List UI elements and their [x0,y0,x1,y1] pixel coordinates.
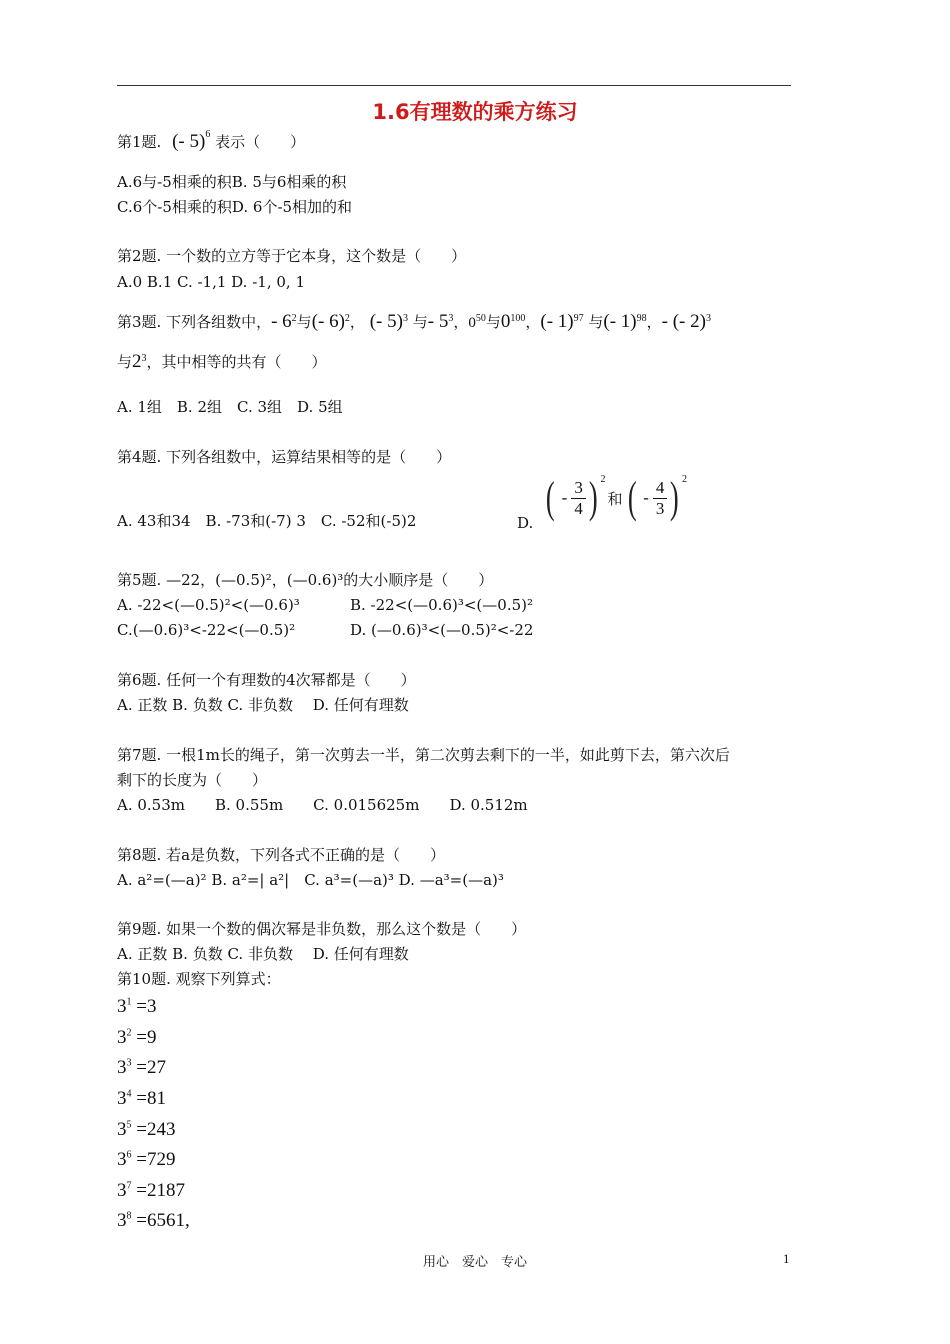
q3-with: 与 [296,313,312,331]
q3-e1-exp: 3 [705,313,711,324]
q8-options: A. a²=(—a)² B. a²=| a²| C. a³=(—a)³ D. —a³=(—a)³ [117,871,504,889]
q1-options-2: C.6个-5相乘的积D. 6个-5相加的和 [117,198,353,216]
denominator: 4 [574,498,583,518]
fraction-2 [653,478,668,519]
q3-d1: (- 1) [540,311,574,332]
power-base: 3 [117,1180,127,1201]
q3-e2: 2 [132,351,142,372]
q4-option-d-label: D. [517,514,534,532]
q3-e1: - (- 2) [661,311,706,332]
q1-text: 表示（ ） [215,133,306,151]
paren-right: ) [670,473,680,522]
q5-option-d: D. (—0.6)³<(—0.5)²<-22 [350,621,534,639]
power-base: 3 [117,1119,127,1140]
q5-option-a: A. -22<(—0.5)²<(—0.6)³ [117,596,300,614]
q7-line-2: 剩下的长度为（ ） [117,771,268,789]
question-6: 第6题. 任何一个有理数的4次幂都是（ ） [117,671,416,689]
q3-b2-exp: 3 [448,313,454,324]
question-4: 第4题. 下列各组数中，运算结果相等的是（ ） [117,448,452,466]
power-line [117,1026,156,1050]
q4-option-d-expr [543,473,687,522]
power-line [117,1056,166,1080]
numerator: 4 [653,478,668,499]
exponent: 2 [681,474,687,485]
q7-options: A. 0.53m B. 0.55m C. 0.015625m D. 0.512m [117,796,528,814]
q1-base: (- 5) [172,131,206,152]
power-exp: 2 [126,1027,132,1039]
minus-sign: - [643,488,649,507]
q3-c2-exp: 100 [510,313,526,324]
power-exp: 6 [126,1149,132,1161]
numerator: 3 [571,478,586,499]
question-7: 第7题. 一根1m长的绳子，第一次剪去一半，第二次剪去剩下的一半，如此剪下去，第六次后 [117,746,730,764]
q6-options: A. 正数 B. 负数 C. 非负数 D. 任何有理数 [117,696,409,714]
q3-c1-exp: 50 [475,313,486,324]
q3-c1: 0 [468,315,476,331]
q3-with: 与 [588,313,604,331]
q3-sep: ， [525,313,541,331]
q3-b1: (- 5) [369,311,403,332]
power-base: 3 [117,1149,127,1170]
q5-option-b: B. -22<(—0.6)³<(—0.5)² [350,596,533,614]
question-9: 第9题. 如果一个数的偶次幂是非负数，那么这个数是（ ） [117,920,527,938]
q1-exp: 6 [205,129,211,140]
question-10: 第10题. 观察下列算式： [117,970,281,988]
q3-d2-exp: 98 [636,313,647,324]
fraction-1 [571,478,586,519]
q3-sep: ， [349,313,365,331]
q3-with: 与 [117,353,133,371]
question-1 [117,129,306,152]
power-result: =9 [136,1027,157,1048]
q3-c2: 0 [500,311,511,332]
power-exp: 1 [126,996,132,1008]
q3-sep: ， [453,313,469,331]
and-word: 和 [607,489,623,508]
q3-d2: (- 1) [603,311,637,332]
question-3 [117,307,711,338]
power-result: =27 [136,1057,166,1078]
power-base: 3 [117,996,127,1017]
q3-b1-exp: 3 [402,313,408,324]
power-result: =81 [136,1088,166,1109]
power-exp: 8 [126,1210,132,1222]
q3-tail: ，其中相等的共有（ ） [146,353,327,371]
paren-right: ) [588,473,598,522]
page-number: 1 [783,1251,790,1266]
q3-with: 与 [485,313,501,331]
power-base: 3 [117,1027,127,1048]
q3-d1-exp: 97 [573,313,584,324]
power-base: 3 [117,1057,127,1078]
question-2: 第2题. 一个数的立方等于它本身，这个数是（ ） [117,247,467,265]
q1-options-1: A.6与-5相乘的积B. 5与6相乘的积 [117,173,347,191]
power-result: =2187 [136,1180,185,1201]
power-line [117,1148,175,1172]
q5-option-c: C.(—0.6)³<-22<(—0.5)² [117,621,296,639]
paren-left: ( [627,473,637,522]
denominator: 3 [655,498,665,518]
power-line [117,1179,185,1203]
q3-options: A. 1组 B. 2组 C. 3组 D. 5组 [117,398,343,416]
power-exp: 7 [126,1180,132,1192]
page-footer: 用心 爱心 专心 [422,1255,527,1270]
power-result: =3 [136,996,157,1017]
q3-sep: ， [646,313,662,331]
q3-a2: (- 6) [311,311,345,332]
power-line [117,995,156,1019]
power-result: =243 [136,1119,176,1140]
header-rule [117,85,791,86]
q3-a2-exp: 2 [344,313,350,324]
minus-sign: - [561,488,568,507]
power-exp: 4 [126,1088,132,1100]
q3-a1: - 6 [271,311,292,332]
q3-line-2 [117,352,327,372]
paren-left: ( [545,473,555,522]
power-line [117,1118,175,1142]
q3-with: 与 [412,313,428,331]
q1-label: 第1题. [117,133,162,151]
q3-label: 第3题. 下列各组数中， [117,313,272,331]
q9-options: A. 正数 B. 负数 C. 非负数 D. 任何有理数 [117,945,409,963]
q3-e2-exp: 3 [141,353,147,364]
question-5: 第5题. —22，(—0.5)²，(—0.6)³的大小顺序是（ ） [117,571,494,589]
q2-options: A.0 B.1 C. -1,1 D. -1, 0, 1 [117,273,305,291]
q4-options: A. 43和34 B. -73和(-7) 3 C. -52和(-5)2 [117,512,417,530]
power-result: =729 [136,1149,176,1170]
power-line [117,1209,190,1233]
exponent: 2 [600,474,606,485]
power-exp: 3 [126,1057,132,1069]
power-base: 3 [117,1210,127,1231]
q3-a1-exp: 2 [291,313,297,324]
power-line [117,1087,166,1111]
power-base: 3 [117,1088,127,1109]
q3-b2: - 5 [427,311,449,332]
question-8: 第8题. 若a是负数，下列各式不正确的是（ ） [117,846,446,864]
power-result: =6561, [136,1210,190,1231]
page-title: 1.6有理数的乘方练习 [372,100,578,124]
power-exp: 5 [126,1119,132,1131]
